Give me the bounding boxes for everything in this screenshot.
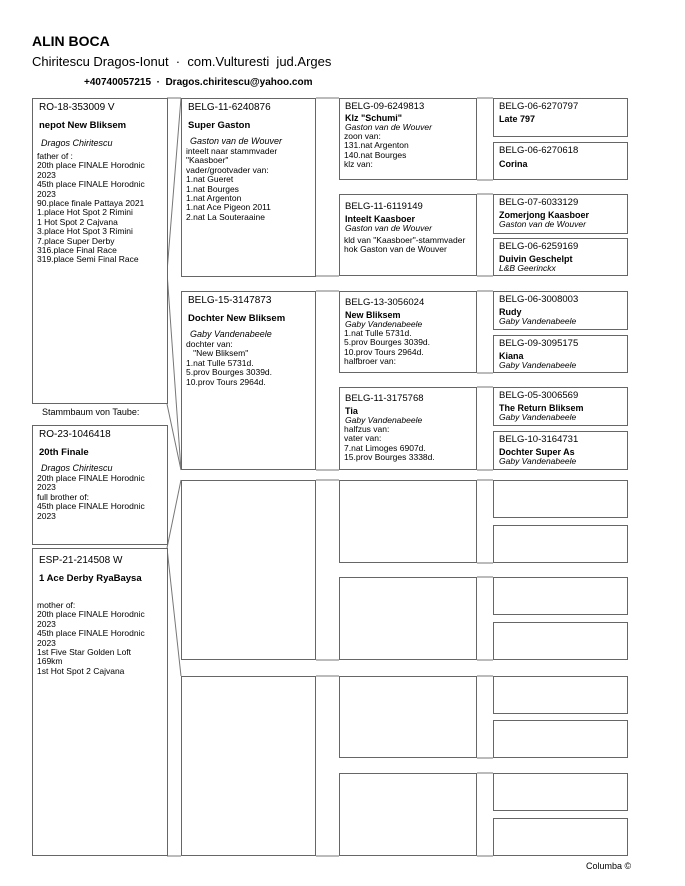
empty-grandparent-card xyxy=(339,773,477,856)
mother-entry-notes: mother of: 20th place FINALE Horodnic 2023 45th place FINALE Horodnic 2023 1st Five Star Golden Loft 169km 1st Hot Spot 2 Cajvana xyxy=(37,600,145,676)
great-grandparent-card xyxy=(493,98,628,137)
empty-grandparent-card xyxy=(339,577,477,660)
granddam-paternal-card xyxy=(339,194,477,276)
owner-address: Chiritescu Dragos-Ionut · com.Vulturesti jud.Arges xyxy=(32,54,332,69)
ff-name: Klz "Schumi" xyxy=(345,113,403,123)
gg-ring-number: BELG-05-3006569 xyxy=(499,390,579,401)
empty-great-grandparent-card xyxy=(493,525,628,563)
sibling-ring-number: RO-23-1046418 xyxy=(39,429,111,440)
footer-credit: Columba © xyxy=(586,861,632,871)
ff-notes: zoon van: 131.nat Argenton 140.nat Bourges klz van: xyxy=(344,131,409,170)
mm-name: Tia xyxy=(345,406,358,416)
granddam-maternal-card xyxy=(339,387,477,470)
sibling-name: 20th Finale xyxy=(39,447,89,458)
gg-name: Corina xyxy=(499,159,528,169)
grandsire-maternal-card xyxy=(339,291,477,373)
gg-name: Duivin Geschelpt xyxy=(499,254,573,264)
gg-breeder: Gaby Vandenabeele xyxy=(499,412,577,422)
sibling-pigeon-card xyxy=(32,425,168,545)
empty-great-grandparent-card xyxy=(493,773,628,811)
mf-name: New Bliksem xyxy=(345,310,401,320)
ff-ring-number: BELG-09-6249813 xyxy=(345,101,425,112)
mf-notes: 1.nat Tulle 5731d. 5.prov Bourges 3039d. 10.prov Tours 2964d. halfbroer van: xyxy=(344,328,431,367)
gg-ring-number: BELG-06-6270618 xyxy=(499,145,579,156)
empty-great-grandparent-card xyxy=(493,480,628,518)
gg-name: Rudy xyxy=(499,307,522,317)
gg-ring-number: BELG-07-6033129 xyxy=(499,197,579,208)
gg-breeder: Gaby Vandenabeele xyxy=(499,316,577,326)
empty-great-grandparent-card xyxy=(493,676,628,714)
gg-name: The Return Bliksem xyxy=(499,403,584,413)
empty-parent-card xyxy=(181,480,316,660)
mother-entry-ring-number: ESP-21-214508 W xyxy=(39,555,123,566)
father-card xyxy=(181,98,316,277)
empty-great-grandparent-card xyxy=(493,720,628,758)
mother-breeder: Gaby Vandenabeele xyxy=(190,329,272,339)
gg-name: Late 797 xyxy=(499,114,536,124)
subject-name: nepot New Bliksem xyxy=(39,120,127,131)
gg-name: Zomerjong Kaasboer xyxy=(499,210,590,220)
gg-name: Kiana xyxy=(499,351,524,361)
gg-ring-number: BELG-10-3164731 xyxy=(499,434,579,445)
sibling-notes: 20th place FINALE Horodnic 2023 full brother of: 45th place FINALE Horodnic 2023 xyxy=(37,473,145,521)
father-name: Super Gaston xyxy=(188,120,251,131)
gg-ring-number: BELG-06-6270797 xyxy=(499,101,579,112)
empty-grandparent-card xyxy=(339,676,477,758)
empty-parent-card xyxy=(181,676,316,856)
fm-ring-number: BELG-11-6119149 xyxy=(345,201,423,212)
great-grandparent-card xyxy=(493,291,628,330)
owner-name: ALIN BOCA xyxy=(32,33,110,49)
great-grandparent-card xyxy=(493,238,628,276)
gg-name: Dochter Super As xyxy=(499,447,575,457)
subject-ring-number: RO-18-353009 V xyxy=(39,102,115,113)
empty-great-grandparent-card xyxy=(493,577,628,615)
stammbaum-label: Stammbaum von Taube: xyxy=(42,407,140,417)
fm-breeder: Gaston van de Wouver xyxy=(345,223,432,233)
fm-name: Inteelt Kaasboer xyxy=(345,214,416,224)
fm-notes: kld van "Kaasboer"-stammvader hok Gaston van de Wouver xyxy=(344,235,466,255)
mother-entry-card xyxy=(32,548,168,856)
mother-entry-name: 1 Ace Derby RyaBaysa xyxy=(39,573,142,584)
owner-contact: +40740057215 · Dragos.chiritescu@yahoo.com xyxy=(84,77,313,88)
father-ring-number: BELG-11-6240876 xyxy=(188,102,271,113)
great-grandparent-card xyxy=(493,335,628,373)
father-breeder: Gaston van de Wouver xyxy=(190,136,283,146)
gg-ring-number: BELG-09-3095175 xyxy=(499,338,579,349)
great-grandparent-card xyxy=(493,431,628,470)
gg-breeder: L&B Geerinckx xyxy=(499,263,556,273)
empty-great-grandparent-card xyxy=(493,622,628,660)
mm-breeder: Gaby Vandenabeele xyxy=(345,415,423,425)
empty-grandparent-card xyxy=(339,480,477,563)
subject-notes: father of : 20th place FINALE Horodnic 2023 45th place FINALE Horodnic 2023 90.place finale Pattaya 2021 1.place Hot Spot 2 Rimini 1 Hot Spot 2 Cajvana 3.place Hot Spot 3 Rimini 7.place Super Derby 316.place Final Race 319.place Semi Final Race xyxy=(37,151,145,265)
great-grandparent-card xyxy=(493,194,628,234)
gg-breeder: Gaby Vandenabeele xyxy=(499,456,577,466)
great-grandparent-card xyxy=(493,387,628,426)
father-notes: inteelt naar stammvader "Kaasboer" vader/grootvader van: 1.nat Gueret 1.nat Bourges 1.nat Argenton 1.nat Ace Pigeon 2011 2.nat La Souteraaine xyxy=(186,146,278,222)
gg-ring-number: BELG-06-6259169 xyxy=(499,241,579,252)
mf-breeder: Gaby Vandenabeele xyxy=(345,319,423,329)
mother-ring-number: BELG-15-3147873 xyxy=(188,295,272,306)
gg-ring-number: BELG-06-3008003 xyxy=(499,294,579,305)
subject-pigeon-card xyxy=(32,98,168,404)
mm-ring-number: BELG-11-3175768 xyxy=(345,393,424,404)
mf-ring-number: BELG-13-3056024 xyxy=(345,297,425,308)
mother-notes: dochter van: "New Bliksem" 1.nat Tulle 5731d. 5.prov Bourges 3039d. 10.prov Tours 2964d. xyxy=(186,339,273,387)
mother-card xyxy=(181,291,316,470)
gg-breeder: Gaston van de Wouver xyxy=(499,219,586,229)
ff-breeder: Gaston van de Wouver xyxy=(345,122,432,132)
sibling-breeder: Dragos Chiritescu xyxy=(41,463,113,473)
subject-breeder: Dragos Chiritescu xyxy=(41,138,113,148)
mother-name: Dochter New Bliksem xyxy=(188,313,286,324)
grandsire-paternal-card xyxy=(339,98,477,180)
great-grandparent-card xyxy=(493,142,628,180)
mm-notes: halfzus van: vater van: 7.nat Limoges 6907d. 15.prov Bourges 3338d. xyxy=(344,424,435,463)
gg-breeder: Gaby Vandenabeele xyxy=(499,360,577,370)
empty-great-grandparent-card xyxy=(493,818,628,856)
